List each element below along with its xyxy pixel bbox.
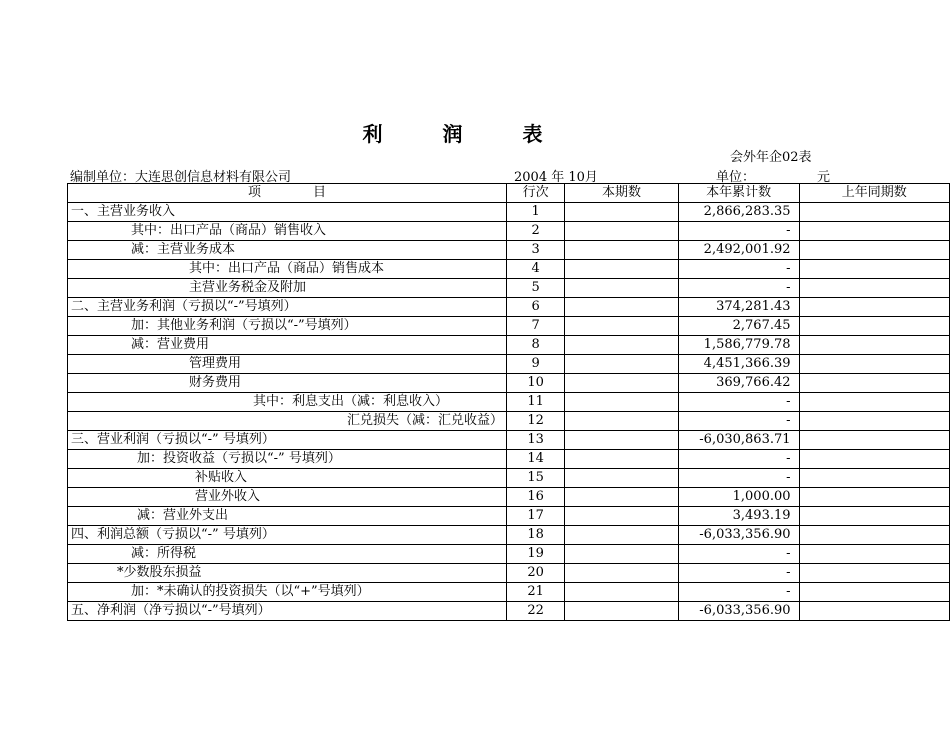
table-row <box>68 298 950 317</box>
row-current-value <box>565 564 678 583</box>
row-current-value <box>565 374 678 393</box>
table-row <box>68 374 950 393</box>
table-row <box>68 545 950 564</box>
row-ytd-value: - <box>678 393 799 412</box>
row-prior-value <box>799 507 949 526</box>
row-item-label: 五、净利润（净亏损以“-”号填列） <box>68 602 507 621</box>
row-item-label: 减：主营业务成本 <box>68 241 507 260</box>
row-line-number: 21 <box>507 583 565 602</box>
table-row <box>68 583 950 602</box>
row-ytd-value: 374,281.43 <box>678 298 799 317</box>
table-row <box>68 317 950 336</box>
row-current-value <box>565 241 678 260</box>
row-ytd-value: 4,451,366.39 <box>678 355 799 374</box>
table-row <box>68 488 950 507</box>
row-prior-value <box>799 241 949 260</box>
row-item-label: 管理费用 <box>68 355 507 374</box>
table-row <box>68 393 950 412</box>
row-item-label: 三、营业利润（亏损以“-” 号填列） <box>68 431 507 450</box>
row-ytd-value: 2,492,001.92 <box>678 241 799 260</box>
row-prior-value <box>799 431 949 450</box>
row-prior-value <box>799 203 949 222</box>
row-ytd-value: - <box>678 222 799 241</box>
row-item-label: 加：*未确认的投资损失（以“+”号填列） <box>68 583 507 602</box>
header-current: 本期数 <box>565 184 678 203</box>
row-ytd-value: - <box>678 279 799 298</box>
row-ytd-value: - <box>678 260 799 279</box>
row-prior-value <box>799 355 949 374</box>
form-code: 会外年企02表 <box>730 150 812 165</box>
table-row <box>68 450 950 469</box>
report-period: 2004 年 10月 <box>514 170 598 185</box>
row-prior-value <box>799 469 949 488</box>
header-line: 行次 <box>507 184 565 203</box>
row-item-label: 二、主营业务利润（亏损以“-”号填列） <box>68 298 507 317</box>
row-prior-value <box>799 222 949 241</box>
row-line-number: 5 <box>507 279 565 298</box>
row-line-number: 17 <box>507 507 565 526</box>
row-ytd-value: - <box>678 545 799 564</box>
row-item-label: 其中：利息支出（减：利息收入） <box>68 393 507 412</box>
row-line-number: 11 <box>507 393 565 412</box>
row-line-number: 10 <box>507 374 565 393</box>
table-row <box>68 336 950 355</box>
row-ytd-value: -6,030,863.71 <box>678 431 799 450</box>
row-current-value <box>565 526 678 545</box>
row-line-number: 14 <box>507 450 565 469</box>
row-current-value <box>565 336 678 355</box>
table-row <box>68 412 950 431</box>
row-prior-value <box>799 279 949 298</box>
row-current-value <box>565 279 678 298</box>
unit-label: 单位： <box>716 170 756 185</box>
row-line-number: 1 <box>507 203 565 222</box>
row-prior-value <box>799 488 949 507</box>
row-line-number: 13 <box>507 431 565 450</box>
row-current-value <box>565 317 678 336</box>
row-current-value <box>565 431 678 450</box>
row-line-number: 19 <box>507 545 565 564</box>
row-item-label: 汇兑损失（减：汇兑收益） <box>68 412 507 431</box>
row-current-value <box>565 469 678 488</box>
table-row <box>68 279 950 298</box>
row-line-number: 3 <box>507 241 565 260</box>
row-item-label: 减：营业外支出 <box>68 507 507 526</box>
row-line-number: 4 <box>507 260 565 279</box>
row-prior-value <box>799 393 949 412</box>
table-row <box>68 431 950 450</box>
row-prior-value <box>799 298 949 317</box>
row-current-value <box>565 298 678 317</box>
company-label: 编制单位：大连思创信息材料有限公司 <box>70 170 292 185</box>
row-line-number: 18 <box>507 526 565 545</box>
row-ytd-value: - <box>678 583 799 602</box>
row-item-label: 主营业务税金及附加 <box>68 279 507 298</box>
row-ytd-value: -6,033,356.90 <box>678 526 799 545</box>
page-title: 利 润 表 <box>362 122 563 146</box>
row-line-number: 2 <box>507 222 565 241</box>
row-line-number: 7 <box>507 317 565 336</box>
table-row <box>68 222 950 241</box>
row-item-label: 四、利润总额（亏损以“-” 号填列） <box>68 526 507 545</box>
row-prior-value <box>799 450 949 469</box>
row-ytd-value: 1,586,779.78 <box>678 336 799 355</box>
row-item-label: 营业外收入 <box>68 488 507 507</box>
row-prior-value <box>799 545 949 564</box>
row-current-value <box>565 355 678 374</box>
row-item-label: 补贴收入 <box>68 469 507 488</box>
row-item-label: 减：所得税 <box>68 545 507 564</box>
row-current-value <box>565 260 678 279</box>
row-line-number: 16 <box>507 488 565 507</box>
row-ytd-value: - <box>678 469 799 488</box>
row-ytd-value: -6,033,356.90 <box>678 602 799 621</box>
header-ytd: 本年累计数 <box>678 184 799 203</box>
row-current-value <box>565 488 678 507</box>
row-item-label: 其中：出口产品（商品）销售收入 <box>68 222 507 241</box>
row-line-number: 9 <box>507 355 565 374</box>
row-prior-value <box>799 583 949 602</box>
row-line-number: 20 <box>507 564 565 583</box>
table-row <box>68 507 950 526</box>
row-ytd-value: 2,866,283.35 <box>678 203 799 222</box>
row-ytd-value: - <box>678 564 799 583</box>
row-item-label: 财务费用 <box>68 374 507 393</box>
table-row <box>68 469 950 488</box>
table-row <box>68 526 950 545</box>
row-ytd-value: 2,767.45 <box>678 317 799 336</box>
row-item-label: 减：营业费用 <box>68 336 507 355</box>
row-item-label: 加：其他业务利润（亏损以“-”号填列） <box>68 317 507 336</box>
row-ytd-value: - <box>678 412 799 431</box>
row-line-number: 8 <box>507 336 565 355</box>
row-current-value <box>565 507 678 526</box>
row-prior-value <box>799 526 949 545</box>
row-item-label: *少数股东损益 <box>68 564 507 583</box>
row-current-value <box>565 545 678 564</box>
income-statement-table <box>67 183 950 621</box>
row-current-value <box>565 450 678 469</box>
row-line-number: 12 <box>507 412 565 431</box>
table-body <box>68 203 950 621</box>
table-row <box>68 355 950 374</box>
unit-value: 元 <box>817 170 831 185</box>
header-item: 项 目 <box>68 184 507 203</box>
row-ytd-value: 3,493.19 <box>678 507 799 526</box>
table-row <box>68 564 950 583</box>
row-item-label: 加：投资收益（亏损以“-” 号填列） <box>68 450 507 469</box>
row-current-value <box>565 583 678 602</box>
row-current-value <box>565 393 678 412</box>
row-prior-value <box>799 317 949 336</box>
table-row <box>68 241 950 260</box>
row-line-number: 15 <box>507 469 565 488</box>
table-row <box>68 203 950 222</box>
table-row <box>68 602 950 621</box>
header-prior: 上年同期数 <box>799 184 949 203</box>
row-prior-value <box>799 336 949 355</box>
row-prior-value <box>799 564 949 583</box>
row-current-value <box>565 412 678 431</box>
row-item-label: 其中：出口产品（商品）销售成本 <box>68 260 507 279</box>
row-current-value <box>565 222 678 241</box>
row-line-number: 22 <box>507 602 565 621</box>
row-item-label: 一、主营业务收入 <box>68 203 507 222</box>
row-ytd-value: - <box>678 450 799 469</box>
row-prior-value <box>799 374 949 393</box>
row-current-value <box>565 203 678 222</box>
row-ytd-value: 369,766.42 <box>678 374 799 393</box>
row-ytd-value: 1,000.00 <box>678 488 799 507</box>
row-prior-value <box>799 260 949 279</box>
row-prior-value <box>799 602 949 621</box>
row-prior-value <box>799 412 949 431</box>
table-row <box>68 260 950 279</box>
row-current-value <box>565 602 678 621</box>
row-line-number: 6 <box>507 298 565 317</box>
table-header-row <box>68 184 950 203</box>
